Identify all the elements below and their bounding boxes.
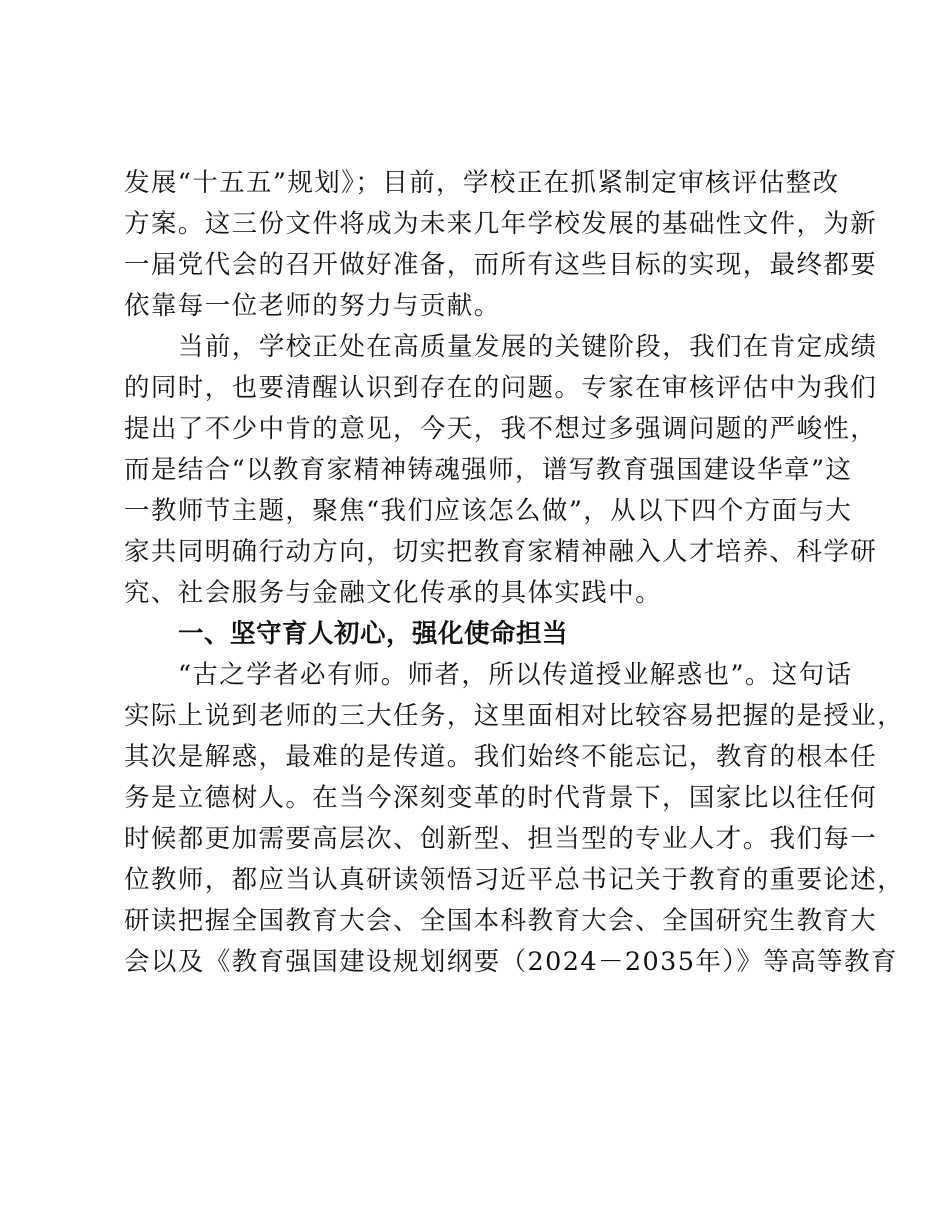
- paragraph-line: 务是立德树人。在当今深刻变革的时代背景下，国家比以往任何: [124, 783, 878, 813]
- paragraph-line: 依靠每一位老师的努力与贡献。: [124, 291, 501, 321]
- paragraph-line: 方案。这三份文件将成为未来几年学校发展的基础性文件，为新: [124, 209, 878, 239]
- paragraph-line: “古之学者必有师。师者，所以传道授业解惑也”。这句话: [178, 660, 853, 690]
- paragraph-line: 提出了不少中肯的意见，今天，我不想过多强调问题的严峻性，: [124, 414, 878, 444]
- paragraph-line: 发展“十五五”规划》；目前，学校正在抓紧制定审核评估整改: [124, 168, 840, 198]
- paragraph-line: 而是结合“以教育家精神铸魂强师，谱写教育强国建设华章”这: [124, 455, 853, 485]
- paragraph-line: 时候都更加需要高层次、创新型、担当型的专业人才。我们每一: [124, 824, 878, 854]
- paragraph-line: 当前，学校正处在高质量发展的关键阶段，我们在肯定成绩: [178, 332, 878, 362]
- paragraph-line: 实际上说到老师的三大任务，这里面相对比较容易把握的是授业，: [124, 701, 905, 731]
- paragraph-line: 研读把握全国教育大会、全国本科教育大会、全国研究生教育大: [124, 906, 878, 936]
- paragraph-line: 会以及《教育强国建设规划纲要（2024－2035年）》等高等教育: [124, 947, 898, 977]
- paragraph-line: 一届党代会的召开做好准备，而所有这些目标的实现，最终都要: [124, 250, 878, 280]
- document-body: [124, 163, 905, 983]
- paragraph-line: 的同时，也要清醒认识到存在的问题。专家在审核评估中为我们: [124, 373, 878, 403]
- paragraph-line: 位教师，都应当认真研读领悟习近平总书记关于教育的重要论述，: [124, 865, 905, 895]
- paragraph-line: 一教师节主题，聚焦“我们应该怎么做”，从以下四个方面与大: [124, 496, 853, 526]
- paragraph-line: 究、社会服务与金融文化传承的具体实践中。: [124, 578, 663, 608]
- paragraph-line: 家共同明确行动方向，切实把教育家精神融入人才培养、科学研: [124, 537, 878, 567]
- section-heading: 一、坚守育人初心，强化使命担当: [178, 619, 569, 649]
- paragraph-line: 其次是解惑，最难的是传道。我们始终不能忘记，教育的根本任: [124, 742, 878, 772]
